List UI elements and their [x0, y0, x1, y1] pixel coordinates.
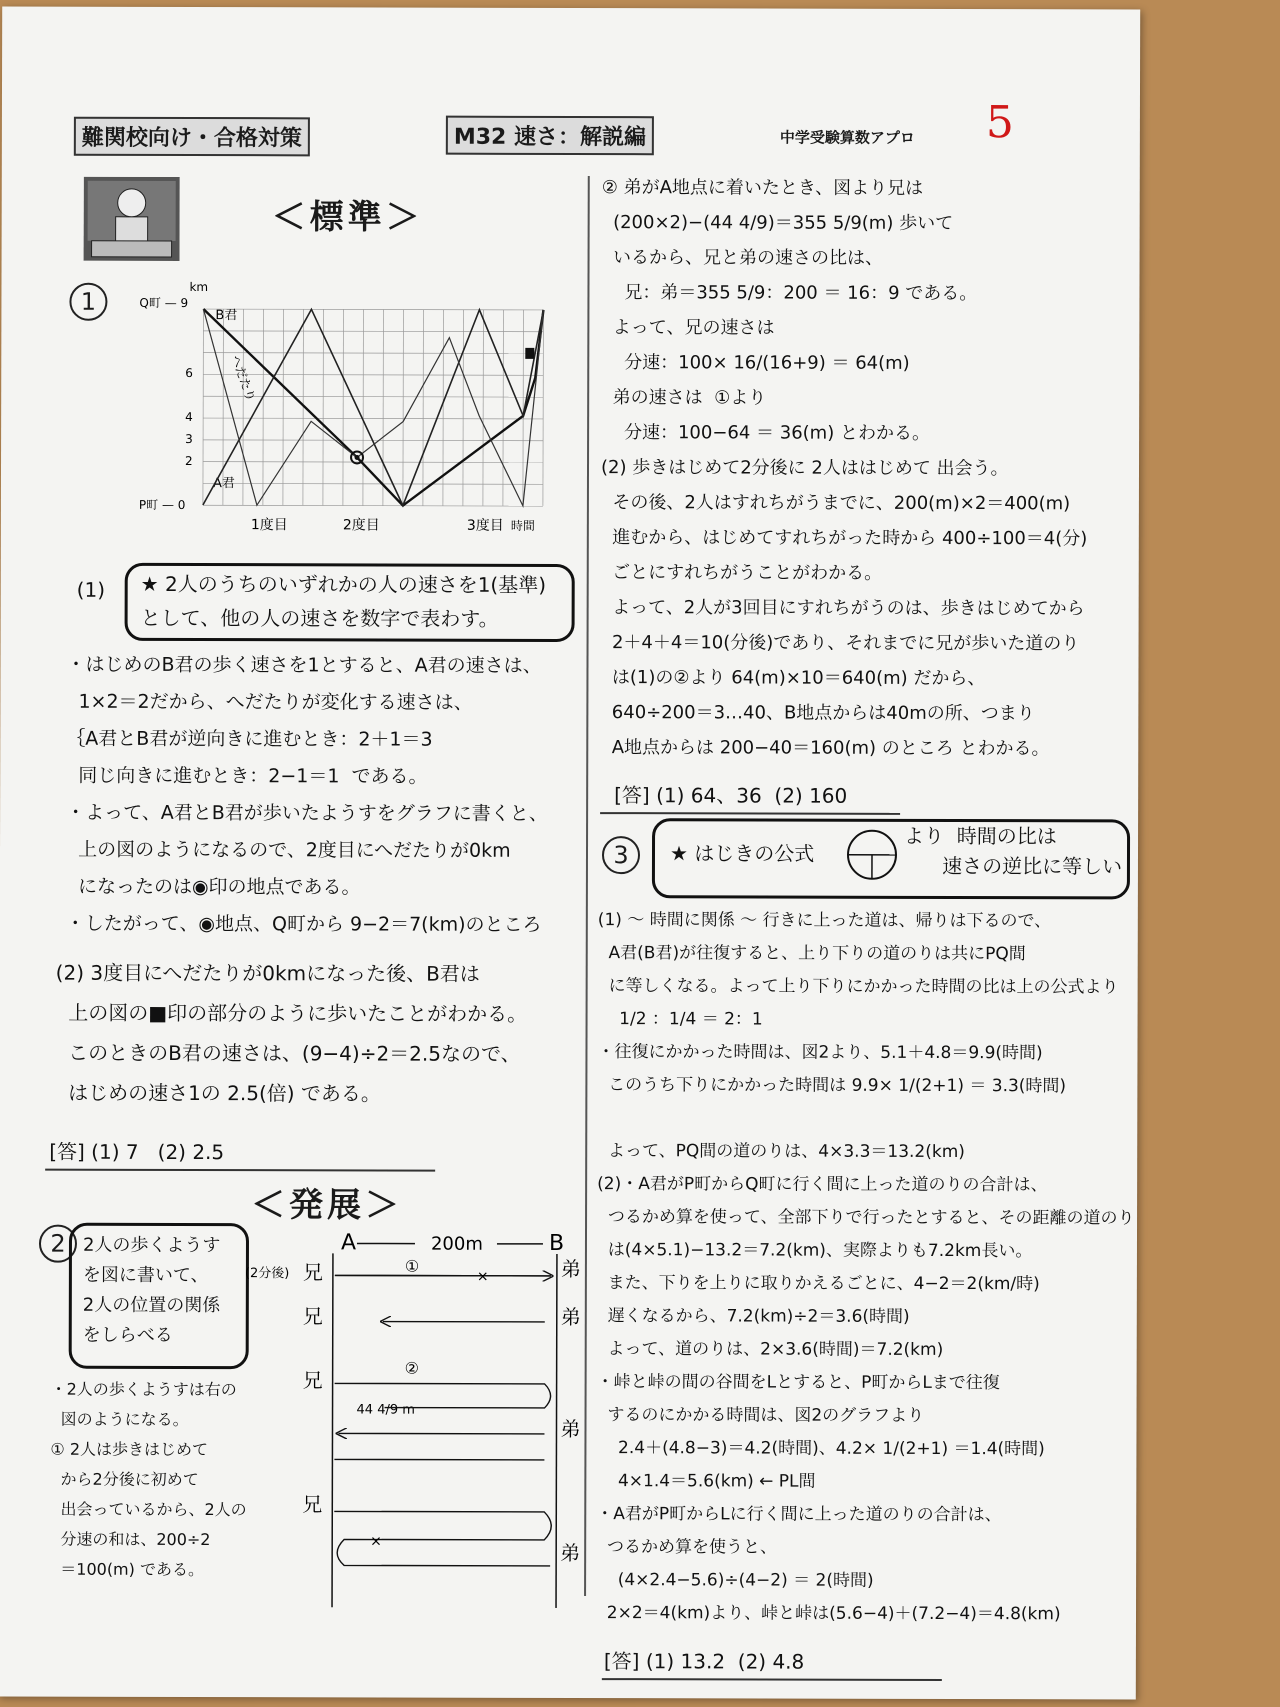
- text-line: (2) 歩きはじめて2分後に 2人ははじめて 出会う。: [600, 457, 1009, 480]
- text-line: このうち下りにかかった時間は 9.9× 1/(2+1) ＝ 3.3(時間): [597, 1075, 1067, 1097]
- text-line: になったのは◉印の地点である。: [65, 875, 361, 899]
- diagram-otouto-2: 弟: [560, 1304, 581, 1330]
- grid-hline: [203, 331, 543, 332]
- text-line: ・A君がP町からLに行く間に上った道のりの合計は、: [596, 1504, 1002, 1526]
- diagram-mark-1: ①: [404, 1256, 420, 1276]
- grid-vline: [203, 309, 204, 505]
- grid-vline: [303, 309, 304, 505]
- text-line: つるかめ算を使うと、: [596, 1537, 778, 1558]
- text-line: よって、兄の速さは: [601, 317, 775, 339]
- graph-line-a: [203, 309, 544, 506]
- diagram-line-a: [332, 1253, 333, 1607]
- text-line: は(4×5.1)−13.2＝7.2(km)、実際よりも7.2km長い。: [596, 1240, 1033, 1262]
- text-line: から2分後に初めて: [50, 1469, 199, 1490]
- diagram-distance: 200m: [430, 1233, 483, 1255]
- text-line: ① 2人は歩きはじめて: [50, 1439, 209, 1460]
- text-line: はじめの速さ1の 2.5(倍) である。: [55, 1080, 381, 1106]
- text-line: ＝100(m) である。: [50, 1559, 205, 1580]
- answer-2-underline: [600, 812, 900, 815]
- diagram-otouto-3: 弟: [560, 1416, 581, 1442]
- diagram-ani-1: 兄: [302, 1260, 323, 1285]
- text-line: 分速の和は、200÷2: [50, 1529, 211, 1550]
- p2-right-explanation: [600, 170, 1088, 766]
- text-line: よって、道のりは、2×3.6(時間)＝7.2(km): [596, 1339, 944, 1360]
- p1-part1-label: (1): [76, 577, 106, 602]
- grid-hline: [203, 505, 543, 506]
- graph-y-top-label: Q町 — 9: [139, 295, 189, 311]
- distance-time-graph: [123, 277, 554, 538]
- graph-x-label-1: 1度目: [250, 517, 288, 534]
- text-line: A君(B君)が往復すると、上り下りの道のりは共にPQ間: [597, 943, 1026, 965]
- diagram-ani-3: 兄: [302, 1368, 323, 1393]
- p2-left-explanation: [50, 1375, 247, 1586]
- grid-vline: [483, 310, 484, 506]
- text-line: 4×1.4＝5.6(km) ← PL間: [596, 1471, 816, 1492]
- text-line: このときのB君の速さは、(9−4)÷2＝2.5なので、: [55, 1040, 521, 1066]
- text-line: 上の図のようになるので、2度目にへだたりが0km: [65, 838, 511, 862]
- text-line: よって、PQ間の道のりは、4×3.3＝13.2(km): [597, 1141, 965, 1163]
- grid-hline: [203, 353, 543, 354]
- graph-line-b: [203, 309, 544, 506]
- p3-key-point-left: ★ はじきの公式: [669, 841, 815, 866]
- grid-vline: [263, 309, 264, 505]
- grid-vline: [503, 310, 504, 506]
- p2-key-point-text: 2人の歩くようす を図に書いて、 2人の位置の関係 をしらべる: [82, 1234, 221, 1346]
- answer-2: [答] (1) 64、36 (2) 160: [614, 783, 848, 808]
- answer-3-underline: [602, 1678, 942, 1681]
- text-line: (200×2)−(44 4/9)＝355 5/9(m) 歩いて: [601, 212, 954, 235]
- text-line: 遅くなるから、7.2(km)÷2＝3.6(時間): [596, 1306, 910, 1327]
- grid-hline: [203, 483, 543, 484]
- p1-part2-explanation: [55, 953, 527, 1114]
- graph-unit-km: km: [189, 280, 209, 295]
- graph-x-unit: 時間: [510, 518, 535, 533]
- diagram-mark-2: ②: [404, 1358, 420, 1378]
- graph-square-mark: [525, 348, 534, 359]
- text-line: (1) 〜 時間に関係 〜 行きに上った道は、帰りは下るので、: [597, 910, 1052, 932]
- grid-vline: [383, 310, 384, 506]
- text-line: に等しくなる。よって上り下りにかかった時間の比は上の公式より: [597, 976, 1119, 998]
- page-number: 5: [985, 97, 1014, 149]
- grid-hline: [203, 418, 543, 419]
- grid-vline: [403, 310, 404, 506]
- graph-y-bottom-label: P町 — 0: [138, 497, 186, 512]
- column-divider: [584, 176, 590, 1596]
- grid-hline: [203, 309, 543, 310]
- grid-vline: [343, 309, 344, 505]
- grid-vline: [523, 310, 524, 506]
- text-line: (2)・A君がP町からQ町に行く間に上った道のりの合計は、: [597, 1174, 1048, 1196]
- text-line: するのにかかる時間は、図2のグラフより: [596, 1405, 925, 1426]
- text-line: ・したがって、◉地点、Q町から 9−2＝7(km)のところ: [65, 912, 542, 936]
- graph-y-tick-6: 6: [185, 365, 193, 381]
- problem-3-number: 3: [602, 836, 640, 874]
- text-line: は(1)の②より 64(m)×10＝640(m) だから、: [600, 667, 986, 690]
- p3-explanation: [596, 904, 1135, 1631]
- grid-hline: [203, 462, 543, 463]
- text-line: A地点からは 200−40＝160(m) のところ とわかる。: [600, 737, 1050, 760]
- text-line: 弟の速さは ①より: [601, 387, 767, 409]
- text-line: よって、2人が3回目にすれちがうのは、歩きはじめてから: [600, 597, 1085, 620]
- text-line: 上の図の■印の部分のように歩いたことがわかる。: [55, 1000, 528, 1026]
- worksheet-page: [0, 7, 1140, 1700]
- walking-diagram: [244, 1223, 585, 1608]
- graph-x-label-3: 3度目: [466, 517, 504, 534]
- p3-key-point-right: より 時間の比は 速さの逆比に等しい: [903, 823, 1123, 879]
- text-line: 図のようになる。: [50, 1409, 189, 1430]
- p1-explanation: [66, 647, 548, 944]
- svg-text:×: ×: [476, 1268, 489, 1285]
- diagram-otouto-4: 弟: [560, 1540, 581, 1566]
- grid-vline: [283, 309, 284, 505]
- grid-vline: [363, 309, 364, 505]
- text-line: また、下りを上りに取りかえるごとに、4−2＝2(km/時): [596, 1273, 1040, 1295]
- grid-vline: [323, 309, 324, 505]
- standard-section-title: ＜標準＞: [271, 197, 424, 238]
- text-line: 同じ向きに進むとき：2−1＝1 である。: [66, 764, 428, 788]
- text-line: (2) 3度目にへだたりが0kmになった後、B君は: [55, 960, 480, 986]
- text-line: ・よって、A君とB君が歩いたようすをグラフに書くと、: [66, 801, 548, 825]
- text-line: つるかめ算を使って、全部下りで行ったとすると、その距離の道のり: [597, 1207, 1135, 1229]
- text-line: 2×2＝4(km)より、峠と峠は(5.6−4)＋(7.2−4)＝4.8(km): [595, 1603, 1061, 1625]
- grid-hline: [203, 374, 543, 375]
- grid-vline: [423, 310, 424, 506]
- grid-vline: [243, 309, 244, 505]
- text-line: ごとにすれちがうことがわかる。: [600, 562, 883, 584]
- text-line: 1/2 ：1/4 ＝ 2：1: [597, 1009, 763, 1030]
- grid-vline: [543, 310, 544, 506]
- diagram-line-b: [556, 1254, 557, 1608]
- text-line: ② 弟がA地点に着いたとき、図より兄は: [601, 177, 924, 199]
- answer-3: [答] (1) 13.2 (2) 4.8: [603, 1649, 805, 1674]
- diagram-start-note: (2分後): [244, 1266, 290, 1282]
- text-line: 640÷200＝3…40、B地点からは40mの所、つまり: [600, 702, 1035, 725]
- diagram-ani-2: 兄: [302, 1304, 323, 1329]
- text-line: 出会っているから、2人の: [50, 1499, 247, 1520]
- graph-label-a: A君: [212, 476, 235, 492]
- text-line: ・2人の歩くようすは右の: [50, 1379, 237, 1400]
- text-line: その後、2人はすれちがうまでに、200(m)×2＝400(m): [600, 492, 1071, 515]
- text-line: ｛A君とB君が逆向きに進むとき：2＋1＝3: [66, 727, 433, 751]
- graph-y-tick-2: 2: [185, 453, 193, 469]
- graph-grid: [203, 309, 544, 506]
- text-line: 1×2＝2だから、へだたりが変化する速さは、: [66, 690, 473, 714]
- answer-1-underline: [45, 1169, 435, 1172]
- graph-x-label-2: 2度目: [342, 517, 380, 534]
- text-line: 分速：100× 16/(16+9) ＝ 64(m): [601, 352, 910, 374]
- problem-2-number: 2: [39, 1225, 77, 1263]
- answer-1: [答] (1) 7 (2) 2.5: [49, 1139, 225, 1165]
- text-line: 兄：弟＝355 5/9：200 ＝ 16：9 である。: [601, 282, 978, 305]
- problem-1-number: 1: [69, 283, 107, 321]
- text-line: (4×2.4−5.6)÷(4−2) ＝ 2(時間): [596, 1570, 874, 1591]
- text-line: 2.4＋(4.8−3)＝4.2(時間)、4.2× 1/(2+1) ＝1.4(時間): [596, 1438, 1045, 1460]
- advanced-section-title: ＜発展＞: [251, 1185, 404, 1226]
- diagram-ani-4: 兄: [302, 1492, 323, 1517]
- header-title: M32 速さ：解説編: [446, 116, 654, 156]
- p1-key-point-text: ★ 2人のうちのいずれかの人の速さを1(基準) として、他の人の速さを数字で表わす。: [140, 571, 547, 631]
- graph-y-tick-4: 4: [185, 409, 193, 425]
- text-line: ・往復にかかった時間は、図2より、5.1＋4.8＝9.9(時間): [597, 1042, 1043, 1064]
- text-line: 進むから、はじめてすれちがった時から 400÷100＝4(分): [600, 527, 1088, 550]
- text-line: 分速：100−64 ＝ 36(m) とわかる。: [601, 422, 931, 444]
- hajiki-formula-icon: [846, 829, 898, 881]
- diagram-point-b: B: [548, 1230, 565, 1256]
- teacher-illustration: [84, 177, 180, 261]
- diagram-otouto-1: 弟: [560, 1256, 581, 1282]
- grid-vline: [463, 310, 464, 506]
- diagram-point-a: A: [340, 1230, 357, 1256]
- graph-label-gap: へだたり: [228, 353, 258, 404]
- text-line: ・峠と峠の間の谷間をLとすると、P町からLまで往復: [596, 1372, 1000, 1394]
- diagram-d44: 44 4/9 m: [356, 1402, 415, 1418]
- text-line: 2＋4＋4＝10(分後)であり、それまでに兄が歩いた道のり: [600, 632, 1080, 655]
- svg-text:×: ×: [370, 1533, 382, 1550]
- graph-label-b: B君: [215, 308, 238, 324]
- graph-line-gap: [203, 309, 544, 506]
- text-line: いるから、兄と弟の速さの比は、: [601, 247, 884, 269]
- text-line: ・はじめのB君の歩く速さを1とすると、A君の速さは、: [66, 653, 542, 677]
- graph-y-tick-3: 3: [185, 431, 193, 447]
- header-left-label: 難関校向け・合格対策: [74, 117, 310, 157]
- header-publisher: 中学受験算数アプロ: [779, 128, 915, 147]
- text-line: [597, 1102, 1135, 1136]
